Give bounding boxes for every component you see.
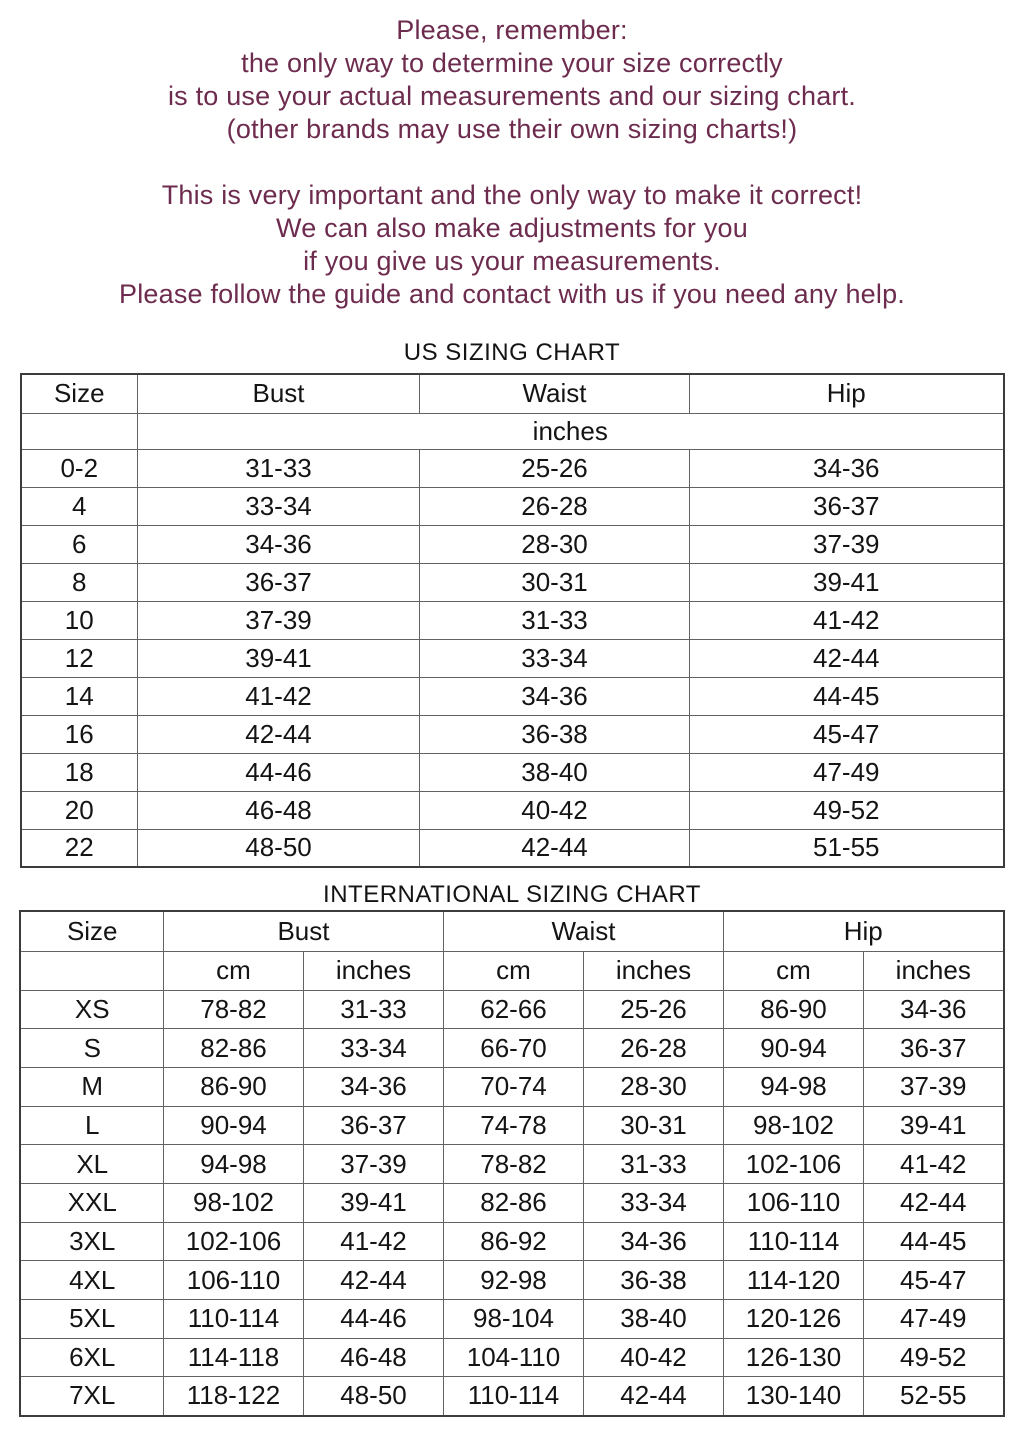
intl-column-header-hip: Hip [724,911,1004,951]
table-row [20,1338,1003,1377]
table-cell: 46-48 [138,791,420,829]
table-cell: 36-37 [303,1106,443,1145]
intl-bust-cm-header: cm [163,951,303,990]
table-cell: 86-92 [443,1222,583,1261]
table-cell: 39-41 [864,1106,1004,1145]
size-cell: 20 [21,791,138,829]
table-cell: 34-36 [420,677,690,715]
table-cell: 48-50 [303,1377,443,1416]
table-cell: 42-44 [420,829,690,867]
table-cell: 49-52 [690,791,1004,829]
table-cell: 42-44 [864,1183,1004,1222]
table-cell: 110-114 [163,1300,303,1339]
table-cell: 94-98 [724,1067,864,1106]
table-cell: 78-82 [163,990,303,1029]
size-cell: 10 [21,601,138,639]
table-cell: 90-94 [163,1106,303,1145]
table-cell: 33-34 [420,639,690,677]
table-cell: 47-49 [690,753,1004,791]
table-cell: 41-42 [303,1222,443,1261]
table-row [21,525,1004,563]
intl-sizing-table [19,910,1004,1417]
intro-line: Please follow the guide and contact with us if you need any help. [118,279,905,309]
table-cell: 31-33 [583,1145,723,1184]
table-cell: 37-39 [690,525,1004,563]
table-cell: 34-36 [690,449,1004,487]
table-row [20,1145,1003,1184]
size-cell: 5XL [20,1300,163,1339]
intro-line: We can also make adjustments for you [276,213,748,243]
table-row [21,753,1004,791]
table-cell: 102-106 [163,1222,303,1261]
table-cell: 41-42 [138,677,420,715]
table-cell: 37-39 [138,601,420,639]
us-column-header-hip: Hip [690,374,1004,413]
table-row [21,715,1004,753]
table-cell: 110-114 [443,1377,583,1416]
table-cell: 98-104 [443,1300,583,1339]
table-cell: 66-70 [443,1029,583,1068]
size-cell: 3XL [20,1222,163,1261]
table-row [21,563,1004,601]
size-cell: XS [20,990,163,1029]
size-cell: 7XL [20,1377,163,1416]
table-cell: 26-28 [420,487,690,525]
table-cell: 51-55 [690,829,1004,867]
table-cell: 28-30 [420,525,690,563]
table-cell: 39-41 [303,1183,443,1222]
table-cell: 25-26 [583,990,723,1029]
size-cell: 6 [21,525,138,563]
size-cell: 8 [21,563,138,601]
table-cell: 45-47 [864,1261,1004,1300]
table-cell: 28-30 [583,1067,723,1106]
table-cell: 36-38 [583,1261,723,1300]
table-cell: 49-52 [864,1338,1004,1377]
table-cell: 42-44 [690,639,1004,677]
table-cell: 62-66 [443,990,583,1029]
size-cell: 4XL [20,1261,163,1300]
us-column-header-bust: Bust [138,374,420,413]
size-cell: XXL [20,1183,163,1222]
intro-text [0,0,1024,311]
table-cell: 25-26 [420,449,690,487]
table-row [20,1300,1003,1339]
table-cell: 98-102 [724,1106,864,1145]
table-cell: 45-47 [690,715,1004,753]
size-cell: 16 [21,715,138,753]
table-cell: 52-55 [864,1377,1004,1416]
table-cell: 33-34 [138,487,420,525]
table-row [20,1183,1003,1222]
table-row [21,829,1004,867]
table-cell: 39-41 [690,563,1004,601]
size-cell: L [20,1106,163,1145]
table-row [21,449,1004,487]
size-cell: XL [20,1145,163,1184]
empty-cell [21,413,138,449]
intl-waist-cm-header: cm [443,951,583,990]
table-cell: 114-120 [724,1261,864,1300]
table-cell: 36-38 [420,715,690,753]
table-cell: 36-37 [690,487,1004,525]
intl-column-header-size: Size [20,911,163,951]
table-cell: 33-34 [583,1183,723,1222]
size-cell: 4 [21,487,138,525]
us-chart-section [0,338,1024,868]
table-cell: 33-34 [303,1029,443,1068]
size-cell: 14 [21,677,138,715]
table-cell: 38-40 [583,1300,723,1339]
table-cell: 92-98 [443,1261,583,1300]
intl-hip-inches-header: inches [864,951,1004,990]
intl-column-header-waist: Waist [443,911,723,951]
table-cell: 44-46 [138,753,420,791]
intro-line: if you give us your measurements. [303,246,721,276]
us-column-header-size: Size [21,374,138,413]
table-cell: 110-114 [724,1222,864,1261]
us-unit-cell: inches [138,413,1004,449]
intl-bust-inches-header: inches [303,951,443,990]
table-cell: 31-33 [138,449,420,487]
table-row [21,601,1004,639]
table-cell: 34-36 [864,990,1004,1029]
table-row [20,1106,1003,1145]
intl-chart-title: INTERNATIONAL SIZING CHART [323,881,701,908]
intro-line: Please, remember: [396,15,628,45]
table-cell: 34-36 [138,525,420,563]
us-chart-title: US SIZING CHART [403,339,621,366]
table-cell: 82-86 [443,1183,583,1222]
table-row [20,1261,1003,1300]
table-row [20,1067,1003,1106]
table-row [20,1029,1003,1068]
table-cell: 130-140 [724,1377,864,1416]
table-row [21,791,1004,829]
table-cell: 104-110 [443,1338,583,1377]
table-cell: 118-122 [163,1377,303,1416]
table-cell: 44-46 [303,1300,443,1339]
table-cell: 98-102 [163,1183,303,1222]
size-cell: 0-2 [21,449,138,487]
table-cell: 39-41 [138,639,420,677]
table-cell: 40-42 [583,1338,723,1377]
table-cell: 42-44 [303,1261,443,1300]
us-column-header-waist: Waist [420,374,690,413]
table-cell: 78-82 [443,1145,583,1184]
table-cell: 74-78 [443,1106,583,1145]
table-cell: 31-33 [420,601,690,639]
size-cell: 12 [21,639,138,677]
intro-line [0,146,1024,179]
empty-cell [20,951,163,990]
table-cell: 37-39 [864,1067,1004,1106]
size-cell: 22 [21,829,138,867]
intl-waist-inches-header: inches [583,951,723,990]
table-row [21,677,1004,715]
table-cell: 30-31 [583,1106,723,1145]
table-cell: 31-33 [303,990,443,1029]
table-cell: 41-42 [690,601,1004,639]
table-cell: 44-45 [864,1222,1004,1261]
table-cell: 38-40 [420,753,690,791]
intl-column-header-bust: Bust [163,911,443,951]
intl-header-row [20,911,1003,951]
intro-line: This is very important and the only way to make it correct! [161,180,863,210]
table-cell: 47-49 [864,1300,1004,1339]
table-cell: 70-74 [443,1067,583,1106]
us-header-row [21,374,1004,413]
table-cell: 34-36 [303,1067,443,1106]
table-cell: 26-28 [583,1029,723,1068]
intro-line: is to use your actual measurements and our sizing chart. [167,81,857,111]
table-cell: 94-98 [163,1145,303,1184]
table-row [21,487,1004,525]
table-row [20,1377,1003,1416]
table-cell: 48-50 [138,829,420,867]
table-cell: 42-44 [138,715,420,753]
table-cell: 90-94 [724,1029,864,1068]
table-cell: 46-48 [303,1338,443,1377]
table-cell: 120-126 [724,1300,864,1339]
us-unit-row [21,413,1004,449]
table-cell: 30-31 [420,563,690,601]
table-row [20,990,1003,1029]
intl-table-body [20,990,1003,1416]
table-cell: 82-86 [163,1029,303,1068]
table-cell: 41-42 [864,1145,1004,1184]
table-cell: 44-45 [690,677,1004,715]
intl-hip-cm-header: cm [724,951,864,990]
table-cell: 102-106 [724,1145,864,1184]
table-cell: 106-110 [163,1261,303,1300]
size-cell: 6XL [20,1338,163,1377]
table-row [20,1222,1003,1261]
table-cell: 126-130 [724,1338,864,1377]
table-cell: 42-44 [583,1377,723,1416]
size-cell: M [20,1067,163,1106]
table-cell: 36-37 [138,563,420,601]
intro-line: (other brands may use their own sizing charts!) [226,114,798,144]
intl-unit-row [20,951,1003,990]
table-cell: 86-90 [724,990,864,1029]
table-cell: 106-110 [724,1183,864,1222]
table-cell: 40-42 [420,791,690,829]
size-cell: S [20,1029,163,1068]
table-cell: 36-37 [864,1029,1004,1068]
us-table-body [21,449,1004,867]
table-cell: 114-118 [163,1338,303,1377]
size-cell: 18 [21,753,138,791]
intro-line: the only way to determine your size correctly [241,48,783,78]
table-cell: 37-39 [303,1145,443,1184]
us-sizing-table [20,373,1005,868]
intl-chart-section [0,880,1024,1417]
table-cell: 34-36 [583,1222,723,1261]
table-cell: 86-90 [163,1067,303,1106]
table-row [21,639,1004,677]
